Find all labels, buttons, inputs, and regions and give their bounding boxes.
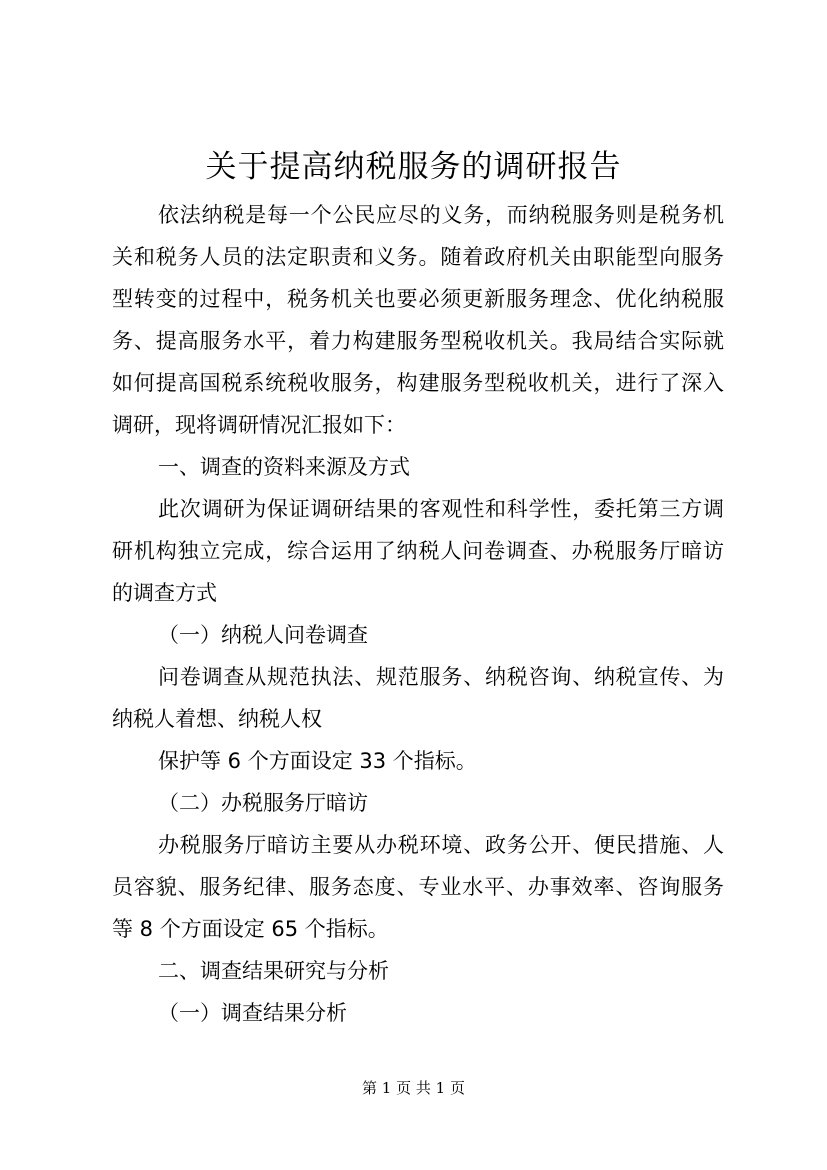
paragraph-line: 的调查方式 bbox=[112, 581, 217, 605]
paragraph-line: 型转变的过程中，税务机关也要必须更新服务理念、优化纳税服 bbox=[112, 287, 724, 311]
document-title: 关于提高纳税服务的调研报告 bbox=[205, 149, 622, 185]
paragraph-line: 务、提高服务水平，着力构建服务型税收机关。我局结合实际就 bbox=[112, 329, 724, 353]
subsection-heading: （一）调查结果分析 bbox=[158, 1001, 347, 1025]
paragraph-line: 员容貌、服务纪律、服务态度、专业水平、办事效率、咨询服务 bbox=[112, 875, 724, 899]
paragraph-line: 如何提高国税系统税收服务，构建服务型税收机关，进行了深入 bbox=[112, 371, 724, 395]
paragraph-line: 研机构独立完成，综合运用了纳税人问卷调查、办税服务厅暗访 bbox=[112, 539, 724, 563]
section-heading: 一、调查的资料来源及方式 bbox=[158, 455, 410, 479]
paragraph-line: 调研，现将调研情况汇报如下： bbox=[112, 413, 406, 437]
paragraph-line: 等 8 个方面设定 65 个指标。 bbox=[112, 917, 389, 941]
subsection-heading: （一）纳税人问卷调查 bbox=[158, 623, 368, 647]
document-body bbox=[112, 194, 724, 1034]
paragraph-line: 问卷调查从规范执法、规范服务、纳税咨询、纳税宣传、为 bbox=[158, 665, 724, 689]
paragraph-line: 纳税人着想、纳税人权 bbox=[112, 707, 322, 731]
paragraph-line: 保护等 6 个方面设定 33 个指标。 bbox=[158, 749, 477, 773]
paragraph-line: 办税服务厅暗访主要从办税环境、政务公开、便民措施、人 bbox=[158, 833, 724, 857]
subsection-heading: （二）办税服务厅暗访 bbox=[158, 791, 368, 815]
paragraph-line: 关和税务人员的法定职责和义务。随着政府机关由职能型向服务 bbox=[112, 245, 724, 269]
section-heading: 二、调查结果研究与分析 bbox=[158, 959, 389, 983]
paragraph-line: 依法纳税是每一个公民应尽的义务，而纳税服务则是税务机 bbox=[158, 203, 724, 227]
paragraph-line: 此次调研为保证调研结果的客观性和科学性，委托第三方调 bbox=[158, 497, 724, 521]
page-footer: 第 1 页 共 1 页 bbox=[362, 1079, 465, 1097]
